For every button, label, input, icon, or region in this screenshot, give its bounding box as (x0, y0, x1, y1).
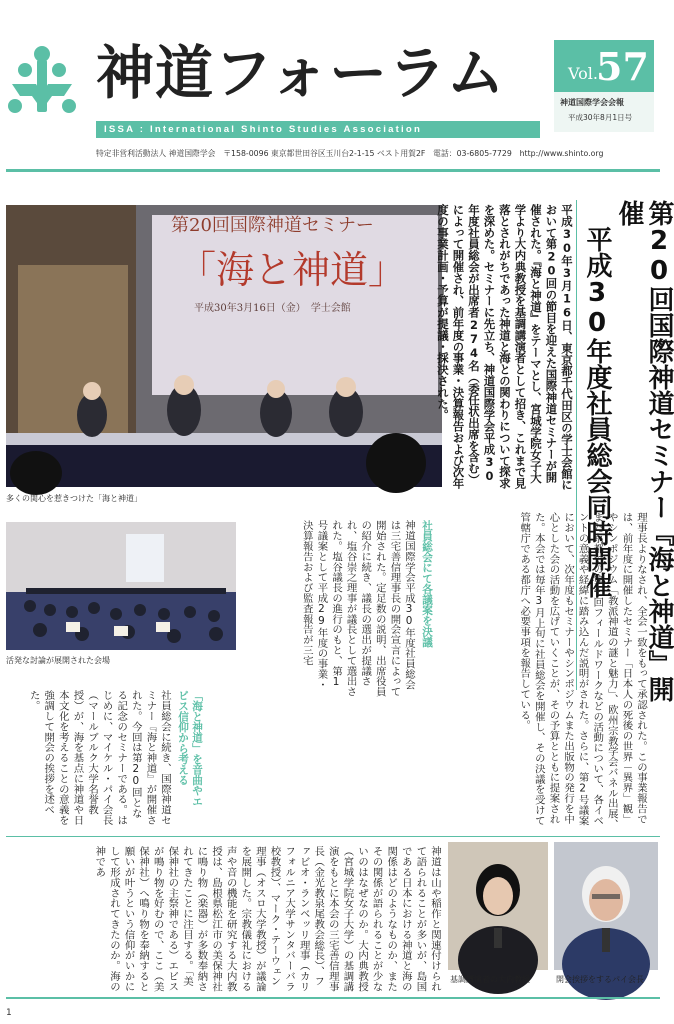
article-headline-main: 第20回国際神道セミナー『海と神道』開催 (614, 200, 674, 702)
page-number: 1 (6, 1008, 12, 1018)
projected-screen-title: 第20回国際神道セミナー (171, 215, 374, 236)
article-lead: 平成30年3月16日、東京都千代田区の学士会館において第20回の節目を迎えた国際神道セミナーが開催された。『海と神道』をテーマとし、宮城学院女子大学より大内典教授を基調講演者として招き、これまで見落とされがちであった神道と海との関わりについて探求を深めた。セミナーに先立ち、神道国際学会平成30年度社員総会が出席者274名（委任状出席を含む）によって開催され、前年度の事業・決算報告および次年度の事業計画・予算が提議・採決された。 (436, 204, 574, 491)
section-body-general-meeting: 神道国際学会平成30年度社員総会は三宅善信理事長の開会宣言によって開始された。定足数の説明、出席役員の紹介に続き、議長の選出が提議され、塩谷崇之理事が議長として選出された。塩谷議長の進行のもと、第1号議案として平成29年度の事業・決算報告および監査報告が三宅 (300, 520, 415, 697)
president-photo (554, 842, 658, 970)
keynote-speaker-photo (448, 842, 548, 970)
section-title-general-meeting: 社員総会にて各議案を決議 (421, 520, 433, 648)
article-body-column-4: 神道は山や稲作と関連付けられて語られることが多いが、島国である日本における神道と海の関係はどのようなものか、またその関係が語られることが少ないのはなぜなのか。大内典教授（宮城学院女子大学）の基調講演をもとに本会の三宅善信理事長（金光教泉尾教会総長）、ファビオ・ランベッリ理事（カリフォルニア大学サンタバーバラ校教授）、マーク・テーウェン理事（オスロ大学教授）が議論を展開した。宗教儀礼における声や音の機能を研究する大内教授は、島根県松江市の美保神社に鳴り物（楽器）が多数奉納されてきたことに注目する。「美保神社の主祭神である）エビスが鳴り物を好むので、ここ（美保神社）へ鳴り物を奉納すると願いが叶うという信仰がいかにして形成されてきたのか。海の神であ (93, 846, 441, 992)
header-divider (6, 169, 660, 172)
keynote-speaker-caption: 基調講演者の大内教授 (450, 975, 530, 984)
issa-logo-icon (6, 40, 78, 118)
main-photo-caption: 多くの関心を惹きつけた「海と神道」 (6, 494, 142, 503)
seminar-stage-photo (6, 205, 442, 487)
volume-label: Vol. (568, 64, 598, 83)
projected-screen-theme: 「海と神道」 (178, 248, 407, 292)
organization-name: 神道国際学会会報 (560, 98, 624, 107)
keynote-speaker-illustration (448, 842, 548, 970)
hall-illustration (6, 522, 236, 650)
association-name-bar: ISSA : International Shinto Studies Association (96, 121, 540, 138)
issue-date: 平成30年8月1日号 (568, 113, 633, 122)
section-body-sea-and-shinto: 社員総会に続き、国際神道セミナー『海と神道』が開催された。今回は第20回となる記念のセミナーである。はじめに、マイケル・パイ会長（マールブルク大学名誉教授）が、海を基点に神道や日本文化を考えることの意義を強調して開会の挨拶を述べた。 (27, 690, 171, 826)
hall-photo-caption: 活発な討論が展開された会場 (6, 656, 110, 665)
seminar-hall-photo (6, 522, 236, 650)
volume-band (554, 40, 654, 92)
volume-box (554, 40, 654, 132)
projected-screen-date: 平成30年3月16日（金） 学士会館 (194, 303, 351, 314)
newsletter-title: 神道フォーラム (96, 39, 506, 107)
president-illustration (554, 842, 658, 970)
volume-number: 57 (596, 44, 649, 89)
footer-divider (6, 997, 660, 999)
article-body-column-3-text: 理事長よりなされ、全会一致をもって承認された。この事業報告では、前年度に開催したセミナー「日本人の死後の世界－異界」観」やシンポジウム「教派神道の謎と魅力」、欧州宗教学会バネル出展、また京都での第4回フィールドワークなどの活動について、各イベントの意義や経緯に踏み込んだ説明がされた。さらに、第2号議案において、次年度もセミナーやシンポジウムまた出版物の発行を中心とした会の活動を広げていくことが、その予算とともに提案された。本会では毎年3月上旬に社員総会を開催し、その決議を受けて管轄庁である都庁へ必要事項を報告している。 (518, 512, 647, 830)
article-headline-sub: 平成30年度社員総会同時開催 (582, 226, 612, 598)
tier-divider (6, 836, 660, 837)
section-title-sea-and-shinto: 「海と神道」を音曲やエビス信仰から考える (177, 690, 203, 807)
contact-line: 特定非営利活動法人 神道国際学会 〒158-0096 東京都世田谷区玉川台2-1-15 ベスト用賀2F 電話：03-6805-7729 http://www.shinto.org (96, 149, 604, 158)
president-caption: 開会挨拶をするパイ会長 (556, 975, 644, 984)
